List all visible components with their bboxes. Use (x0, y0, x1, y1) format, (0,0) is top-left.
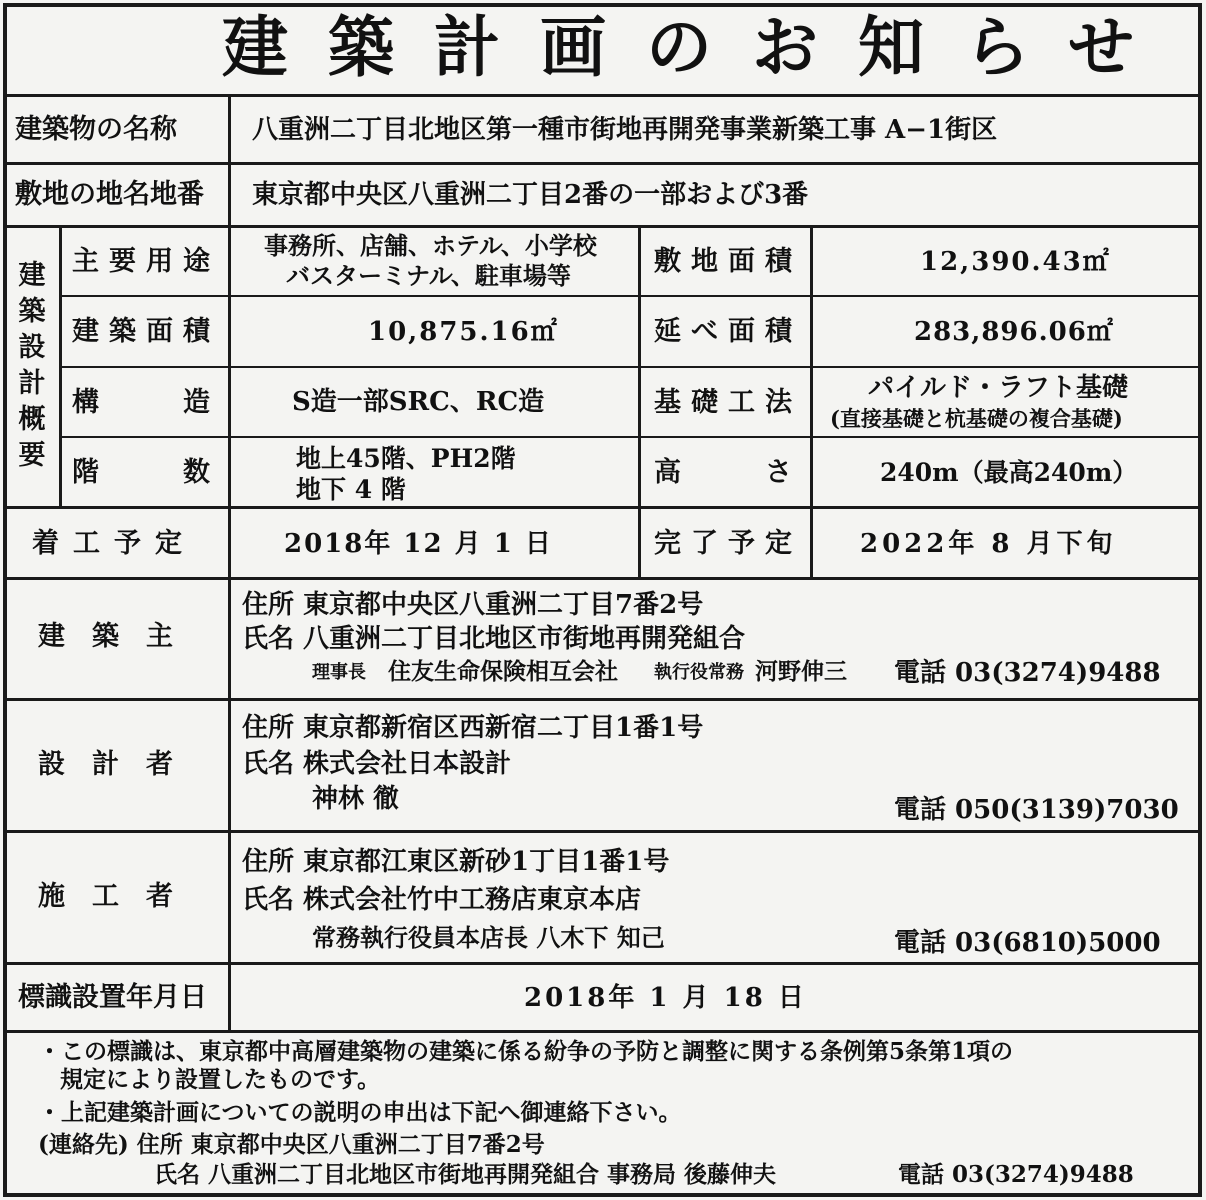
owner-rep-role: 執行役常務 (654, 662, 744, 683)
owner-rep-company: 住友生命保険相互会社 (388, 658, 618, 685)
overview-char: 要 (18, 440, 46, 471)
rule (3, 506, 1202, 509)
overview-char: 概 (18, 404, 46, 435)
contractor-name: 氏名 株式会社竹中工務店東京本店 (242, 885, 642, 915)
height-value: 240m（最高240m） (880, 458, 1138, 487)
contact-address: (連絡先) 住所 東京都中央区八重洲二丁目7番2号 (38, 1131, 545, 1158)
owner-label: 建 築 主 (38, 621, 173, 652)
rule (3, 225, 1202, 228)
contact-phone: 電話 03(3274)9488 (898, 1161, 1134, 1188)
end-value: 2022年 8 月下旬 (860, 529, 1117, 559)
contractor-person: 常務執行役員本店長 八木下 知己 (312, 923, 665, 952)
designer-name: 氏名 株式会社日本設計 (242, 749, 512, 779)
rule-v (228, 94, 231, 228)
rule (3, 94, 1202, 97)
frame-top (3, 3, 1202, 7)
rule (3, 577, 1202, 580)
contact-name: 氏名 八重洲二丁目北地区市街地再開発組合 事務局 後藤伸夫 (154, 1161, 777, 1188)
main-use-label: 主要用途 (72, 246, 220, 277)
height-label: 高 さ (654, 457, 802, 488)
overview-char: 建 (18, 260, 46, 291)
designer-person: 神林 徹 (312, 784, 400, 814)
rule (3, 162, 1202, 165)
building-area-label: 建築面積 (72, 316, 220, 347)
foundation-value-2: (直接基礎と杭基礎の複合基礎) (830, 406, 1123, 431)
end-label: 完了予定 (654, 528, 802, 559)
total-floor-area-value: 283,896.06㎡ (914, 317, 1114, 347)
note-line-2: 規定により設置したものです。 (60, 1066, 381, 1093)
building-name-label: 建築物の名称 (15, 114, 177, 145)
rule (3, 698, 1202, 701)
frame-bottom (3, 1193, 1202, 1197)
rule (3, 962, 1202, 965)
floors-value-2: 地下 4 階 (296, 475, 406, 504)
contractor-phone: 電話 03(6810)5000 (894, 928, 1161, 958)
designer-label: 設 計 者 (38, 749, 173, 780)
start-value: 2018年 12 月 1 日 (284, 529, 553, 559)
site-area-value: 12,390.43㎡ (920, 247, 1111, 277)
rule-v (638, 225, 641, 580)
owner-rep-person: 河野伸三 (755, 658, 847, 685)
site-area-label: 敷地面積 (654, 246, 802, 277)
frame-left (3, 3, 7, 1197)
rule-v (228, 225, 231, 509)
overview-char: 計 (18, 368, 46, 399)
designer-address: 住所 東京都新宿区西新宿二丁目1番1号 (242, 713, 704, 743)
rule-v (59, 225, 62, 509)
overview-char: 設 (18, 332, 46, 363)
structure-value: S造一部SRC、RC造 (292, 387, 545, 417)
note-line-1: ・この標識は、東京都中高層建築物の建築に係る紛争の予防と調整に関する条例第5条第1項の (38, 1038, 1014, 1065)
start-label: 着工予定 (32, 528, 196, 559)
owner-rep-title: 理事長 (312, 662, 366, 683)
site-address-value: 東京都中央区八重洲二丁目2番の一部および3番 (252, 180, 809, 210)
posted-value: 2018年 1 月 18 日 (524, 983, 807, 1013)
rule-v (810, 225, 813, 580)
owner-address: 住所 東京都中央区八重洲二丁目7番2号 (242, 590, 704, 620)
rule (3, 1030, 1202, 1033)
building-area-value: 10,875.16㎡ (368, 317, 559, 347)
owner-name: 氏名 八重洲二丁目北地区市街地再開発組合 (242, 624, 746, 654)
rule-v (228, 506, 231, 1032)
rule (60, 436, 1202, 438)
owner-phone: 電話 03(3274)9488 (894, 658, 1161, 688)
building-name-value: 八重洲二丁目北地区第一種市街地再開発事業新築工事 A−1街区 (252, 115, 998, 145)
total-floor-area-label: 延べ面積 (654, 316, 802, 347)
rule (3, 830, 1202, 833)
rule (60, 366, 1202, 368)
floors-label: 階 数 (72, 457, 220, 488)
rule (60, 295, 1202, 297)
foundation-label: 基礎工法 (654, 387, 802, 418)
floors-value-1: 地上45階、PH2階 (296, 444, 516, 473)
main-use-value-2: バスターミナル、駐車場等 (286, 261, 571, 290)
main-use-value-1: 事務所、店舗、ホテル、小学校 (264, 231, 597, 260)
contractor-address: 住所 東京都江東区新砂1丁目1番1号 (242, 847, 670, 877)
site-address-label: 敷地の地名地番 (15, 179, 204, 210)
frame-right (1198, 3, 1202, 1197)
overview-section-label (14, 258, 50, 474)
structure-label: 構 造 (72, 387, 220, 418)
page-title: 建築計画のお知らせ (222, 8, 1175, 86)
contractor-label: 施 工 者 (38, 881, 173, 912)
note-line-3: ・上記建築計画についての説明の申出は下記へ御連絡下さい。 (38, 1099, 682, 1126)
overview-char: 築 (18, 296, 46, 327)
designer-phone: 電話 050(3139)7030 (894, 795, 1179, 825)
foundation-value-1: パイルド・ラフト基礎 (868, 373, 1129, 403)
posted-label: 標識設置年月日 (18, 982, 207, 1013)
